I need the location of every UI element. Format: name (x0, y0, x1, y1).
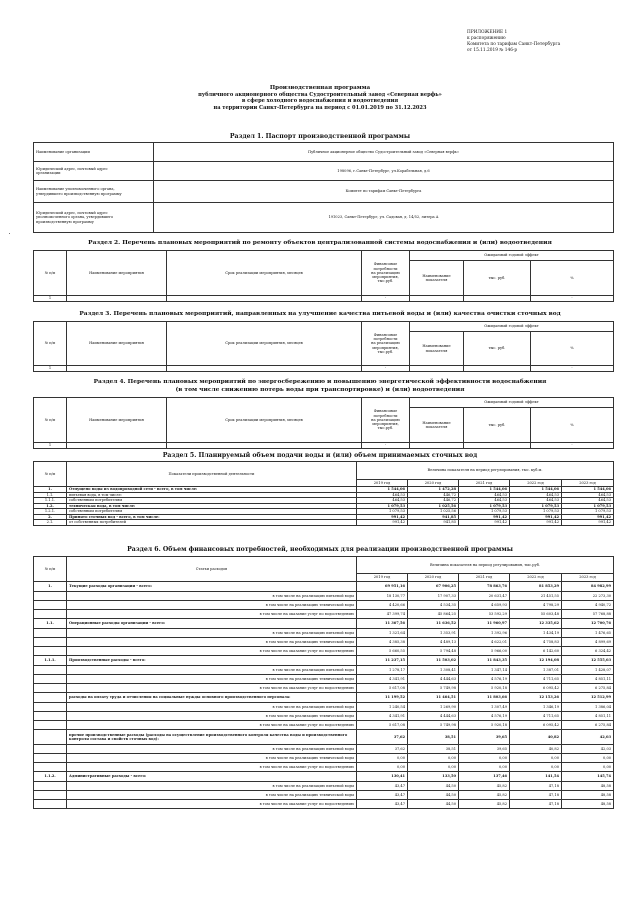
table-row: Наименование организации Публичное акционерное общество Судостроительный завод «Северная верфь» (34, 143, 614, 162)
value-cell: 1 544,06 (459, 487, 510, 493)
table-row: 1.1. Операционные расходы организации - всего: 11 367,56 11 636,52 11 960,97 12 335,62 12 700,76 (34, 619, 614, 629)
value-cell: 1 387,01 (510, 666, 562, 675)
value-cell: 464,53 (357, 498, 408, 504)
value-cell: 0,00 (562, 754, 614, 763)
value-cell: 130,41 (357, 772, 408, 782)
value-cell: 1 544,06 (510, 487, 562, 493)
value-cell: 4 385,38 (357, 638, 408, 647)
value-cell: 4 420,66 (357, 601, 408, 610)
value-cell: 991,42 (562, 514, 614, 520)
value-cell: 4 576,19 (459, 712, 510, 721)
value-cell: 40,82 (510, 730, 562, 745)
value-cell: 6 095,42 (510, 684, 562, 693)
value-cell: 1 544,06 (357, 487, 408, 493)
value-cell: 78 863,76 (459, 582, 510, 592)
value-cell: 39,65 (459, 730, 510, 745)
energy-measures-table: № п/п Наименование мероприятия Срок реализации мероприятия, месяцев Финансовые потребности на реализацию мероприятия, тыс.руб. Ожидаемый годовой эффект Наименование показателя тыс. руб. % 1 - - (33, 397, 614, 449)
table-row: в том числе на реализацию технической воды 43,47 44,50 45,82 47,18 48,58 (34, 791, 614, 800)
program-subtitle: публичного акционерного общества Судостроительный завод «Северная верфь» (198, 91, 442, 98)
table-row: 1. Текущие расходы организации - всего: 69 951,16 67 906,25 78 863,76 81 853,29 84 982,99 (34, 582, 614, 592)
value-cell: 4 711,65 (510, 675, 562, 684)
value-cell: 1 321,64 (357, 629, 408, 638)
value-cell: 6 142,60 (510, 647, 562, 656)
value-cell: 4 622,01 (459, 638, 510, 647)
value-cell: 0,00 (357, 754, 408, 763)
value-cell: 53 592,29 (459, 610, 510, 619)
value-cell: 43,47 (357, 791, 408, 800)
value-cell: 1 353,91 (408, 629, 459, 638)
value-cell: 1 386,04 (562, 703, 614, 712)
value-cell: 991,42 (459, 514, 510, 520)
value-cell: 991,42 (562, 520, 614, 526)
value-cell: 11 960,97 (459, 619, 510, 629)
value-cell: 941,85 (408, 520, 459, 526)
value-cell: 4 851,11 (562, 675, 614, 684)
table-row: в том числе на реализацию питьевой воды 1 240,54 1 269,90 1 307,49 1 346,19 1 386,04 (34, 703, 614, 712)
value-cell: 5 920,18 (459, 684, 510, 693)
section-2-title: Раздел 2. Перечень плановых мероприятий по ремонту объектов централизованной системы водоснабжения и (или) водоотведения (88, 239, 552, 246)
value-cell: 55 603,48 (510, 610, 562, 619)
value-cell: 22 273,30 (562, 592, 614, 601)
financing-table: № п/п Статьи расходов Величина показателя на период регулирования, тыс.руб. 2019 год 2020 год 2021 год 2022 год 2023 год 1. Текущие расходы организации - всего: 69 951,16 67 906,25 78 863,76 81 853,29 84 982,99 в том числе на реализацию питьевой воды 18 130,77 17 907,33 20 631,47 21 451,55 22 273,30 в том числе на реализацию технической воды 4 420,66 4 534,35 4 659,93 4 798,29 4 940,72 в том числе на оказание услуг по водоотведению 47 399,74 45 864,25 53 592,29 55 603,48 57 768,88 1.1. Операционные расходы организации - всего: 11 367,56 11 636,52 11 960,97 12 335,62 12 700,76 в том числе на реализацию питьевой воды 1 321,64 1 353,91 1 392,96 1 434,19 1 476,65 в том числе на реализацию технической воды 4 385,38 4 489,13 4 622,01 4 758,83 4 899,69 в том числе на оказание услуг по водоотведению 5 660,55 5 794,48 5 966,00 6 142,60 6 324,42 1.1.1. Производственные расходы - всего: 11 237,15 11 503,02 11 843,35 12 194,08 12 555,03 в том числе на реализацию питьевой воды 1 278,17 1 308,41 1 347,14 1 387,01 1 428,07 в том числе на реализацию технической воды 4 341,91 4 444,63 4 576,19 4 711,65 4 851,11 в том числе на оказание услуг по водоотведению 5 617,08 5 749,98 5 920,18 6 095,42 6 275,84 расходы на оплату труда и отчисления на социальные нужды основного производственного персонала: 11 199,52 11 464,51 11 803,66 12 153,26 12 512,99 в том числе на реализацию питьевой воды 1 240,54 1 269,90 1 307,49 1 346,19 1 386,04 в том числе на реализацию технической воды 4 341,91 4 444,63 4 576,19 4 711,65 4 851,11 в том числе на оказание услуг по водоотведению 5 617,08 5 749,98 5 920,18 6 095,42 6 275,84 прочие производственные расходы (расходы на осуществление производственного контроля качества воды и производственного контроля состава и свойств сточных вод): 37,62 38,51 39,65 40,82 42,03 в том числе на реализацию питьевой воды 37,62 38,51 39,65 40,82 42,03 в том числе на реализацию технической воды 0,00 0,00 0,00 0,00 0,00 в том числе на оказание услуг по водоотведению 0,00 0,00 0,00 0,00 0,00 1.1.2. Административные расходы - всего: 130,41 133,50 137,46 141,54 145,74 в том числе на реализацию питьевой воды 43,47 44,50 45,82 47,18 48,58 в том числе на реализацию технической воды 43,47 44,50 45,82 47,18 48,58 в том числе на оказание услуг по водоотведению 43,47 44,50 45,82 47,18 48,58 (33, 556, 614, 809)
table-row: в том числе на реализацию технической воды 4 420,66 4 534,35 4 659,93 4 798,29 4 940,72 (34, 601, 614, 610)
table-row: Юридический адрес, почтовый адрес уполномоченного органа, утвердившего производственную программу 191023, Санкт-Петербург, ул. Садовая, д. 14/52, литера А (34, 203, 614, 233)
value-cell: 18 130,77 (357, 592, 408, 601)
value-cell: 5 749,98 (408, 684, 459, 693)
table-row: в том числе на оказание услуг по водоотведению 5 617,08 5 749,98 5 920,18 6 095,42 6 275,84 (34, 684, 614, 693)
value-cell: 5 617,08 (357, 721, 408, 730)
value-cell: 45,82 (459, 791, 510, 800)
value-cell: 4 899,69 (562, 638, 614, 647)
value-cell: 0,00 (562, 763, 614, 772)
section-4-title: Раздел 4. Перечень плановых мероприятий по энергосбережению и повышению энергетической эффективности водоснабжения (в том числе снижению потерь воды при транспортировке) и (или) водоотведения (93, 378, 547, 393)
table-row: расходы на оплату труда и отчисления на социальные нужды основного производственного персонала: 11 199,52 11 464,51 11 803,66 12 153,26 12 512,99 (34, 693, 614, 703)
value-cell: 0,00 (408, 763, 459, 772)
value-cell: 4 711,65 (510, 712, 562, 721)
value-cell: 0,00 (510, 763, 562, 772)
table-row: в том числе на оказание услуг по водоотведению 0,00 0,00 0,00 0,00 0,00 (34, 763, 614, 772)
annex-line: к распоряжению (467, 36, 506, 42)
value-cell: 1 025,56 (408, 509, 459, 515)
value-cell: 464,53 (562, 498, 614, 504)
value-cell: 47 399,74 (357, 610, 408, 619)
value-cell: 12 512,99 (562, 693, 614, 703)
value-cell: 37,62 (357, 745, 408, 754)
value-cell: 4 940,72 (562, 601, 614, 610)
table-row: 1 - - (34, 366, 614, 372)
value-cell: 11 803,66 (459, 693, 510, 703)
value-cell: 84 982,99 (562, 582, 614, 592)
value-cell: 45,82 (459, 800, 510, 809)
value-cell: 991,42 (510, 520, 562, 526)
table-row: в том числе на оказание услуг по водоотведению 43,47 44,50 45,82 47,18 48,58 (34, 800, 614, 809)
value-cell: 991,42 (510, 514, 562, 520)
table-row: 1.1.1. собственным потребителям 464,53 446,72 464,53 464,53 464,53 (34, 498, 614, 504)
value-cell: 137,46 (459, 772, 510, 782)
value-cell: 47,18 (510, 800, 562, 809)
table-row: в том числе на оказание услуг по водоотведению 5 660,55 5 794,48 5 966,00 6 142,60 6 324,42 (34, 647, 614, 656)
value-cell: 0,00 (357, 763, 408, 772)
table-row: в том числе на реализацию питьевой воды 1 278,17 1 308,41 1 347,14 1 387,01 1 428,07 (34, 666, 614, 675)
value-cell: 0,00 (408, 754, 459, 763)
value-cell: 991,42 (357, 514, 408, 520)
passport-table (33, 142, 614, 233)
value-cell: 11 367,56 (357, 619, 408, 629)
value-cell: 0,00 (459, 763, 510, 772)
table-row: 1.1.2. Административные расходы - всего: 130,41 133,50 137,46 141,54 145,74 (34, 772, 614, 782)
table-row: в том числе на реализацию питьевой воды 18 130,77 17 907,33 20 631,47 21 451,55 22 273,30 (34, 592, 614, 601)
value-cell: 11 636,52 (408, 619, 459, 629)
value-cell: 4 534,35 (408, 601, 459, 610)
value-cell: 20 631,47 (459, 592, 510, 601)
value-cell: 464,53 (510, 498, 562, 504)
value-cell: 5 920,18 (459, 721, 510, 730)
table-row: 1 - - (34, 296, 614, 302)
value-cell: 12 700,76 (562, 619, 614, 629)
value-cell: 39,65 (459, 745, 510, 754)
value-cell: 38,51 (408, 745, 459, 754)
value-cell: 38,51 (408, 730, 459, 745)
value-cell: 1 428,07 (562, 666, 614, 675)
table-row: Наименование уполномоченного органа, утвердившего производственную программу Комитет по тарифам Санкт-Петербурга (34, 181, 614, 203)
value-cell: 145,74 (562, 772, 614, 782)
section-5-title: Раздел 5. Планируемый объем подачи воды и (или) объем принимаемых сточных вод (162, 452, 478, 459)
table-row: в том числе на реализацию питьевой воды 43,47 44,50 45,82 47,18 48,58 (34, 782, 614, 791)
program-heading (120, 85, 520, 111)
value-cell: 941,85 (408, 514, 459, 520)
value-cell: 446,72 (408, 498, 459, 504)
table-row: Юридический адрес, почтовый адрес организации 198096, г.Санкт-Петербург, ул.Корабельная, д.6 (34, 162, 614, 181)
value-cell: 11 843,35 (459, 656, 510, 666)
table-row: в том числе на оказание услуг по водоотведению 47 399,74 45 864,25 53 592,29 55 603,48 57 768,88 (34, 610, 614, 619)
table-row: в том числе на реализацию технической воды 4 385,38 4 489,13 4 622,01 4 758,83 4 899,69 (34, 638, 614, 647)
value-cell: 1 079,53 (510, 509, 562, 515)
value-cell: 464,53 (510, 492, 562, 498)
value-cell: 40,82 (510, 745, 562, 754)
value-cell: 21 451,55 (510, 592, 562, 601)
value-cell: 5 749,98 (408, 721, 459, 730)
table-row: 1.1. питьевая вода, в том числе: 464,53 446,72 464,53 464,53 464,53 (34, 492, 614, 498)
value-cell: 4 659,93 (459, 601, 510, 610)
value-cell: 5 966,00 (459, 647, 510, 656)
value-cell: 991,42 (459, 520, 510, 526)
value-cell: 44,50 (408, 800, 459, 809)
value-cell: 6 095,42 (510, 721, 562, 730)
value-cell: 12 194,08 (510, 656, 562, 666)
value-cell: 1 079,53 (357, 509, 408, 515)
value-cell: 141,54 (510, 772, 562, 782)
value-cell: 133,50 (408, 772, 459, 782)
value-cell: 0,00 (459, 754, 510, 763)
value-cell: 1 476,65 (562, 629, 614, 638)
value-cell: 1 269,90 (408, 703, 459, 712)
table-row: в том числе на реализацию технической воды 4 341,91 4 444,63 4 576,19 4 711,65 4 851,11 (34, 675, 614, 684)
value-cell: 1 434,19 (510, 629, 562, 638)
table-row: в том числе на реализацию технической воды 0,00 0,00 0,00 0,00 0,00 (34, 754, 614, 763)
volumes-table: № п/п Показатели производственной деятельности Величина показателя на период регулирования, тыс. куб.м. 2019 год 2020 год 2021 год 2022 год 2023 год 1. Отпущено воды из водопроводной сети - всего, в том числе: 1 544,06 1 472,28 1 544,06 1 544,06 1 544,06 1.1. питьевая вода, в том числе: 464,53 446,72 464,53 464,53 464,53 1.1.1. собственным потребителям 464,53 446,72 464,53 464,53 464,53 1.2. техническая вода, в том числе: 1 079,53 1 025,56 1 079,53 1 079,53 1 079,53 1.2.1. собственным потребителям 1 079,53 1 025,56 1 079,53 1 079,53 1 079,53 2. Принято сточных вод - всего, в том числе: 991,42 941,85 991,42 991,42 991,42 2.1. от собственных потребителей 991,42 941,85 991,42 991,42 991,42 (33, 461, 614, 526)
table-row: в том числе на реализацию технической воды 4 341,91 4 444,63 4 576,19 4 711,65 4 851,11 (34, 712, 614, 721)
value-cell: 1 346,19 (510, 703, 562, 712)
value-cell: 45 864,25 (408, 610, 459, 619)
value-cell: 43,47 (357, 782, 408, 791)
value-cell: 44,50 (408, 791, 459, 800)
value-cell: 0,00 (510, 754, 562, 763)
value-cell: 1 079,53 (562, 509, 614, 515)
value-cell: 4 758,83 (510, 638, 562, 647)
table-row: в том числе на реализацию питьевой воды 37,62 38,51 39,65 40,82 42,03 (34, 745, 614, 754)
table-row: 1 - - (34, 443, 614, 449)
value-cell: 48,58 (562, 782, 614, 791)
value-cell: 47,18 (510, 791, 562, 800)
section-6-title: Раздел 6. Объем финансовых потребностей, необходимых для реализации производственной программы (127, 546, 513, 553)
value-cell: 44,50 (408, 782, 459, 791)
value-cell: 1 079,53 (459, 503, 510, 509)
quality-measures-table: № п/п Наименование мероприятия Срок реализации мероприятия, месяцев Финансовые потребности на реализацию мероприятия, тыс.руб. Ожидаемый годовой эффект Наименование показателя тыс. руб. % 1 - - (33, 321, 614, 372)
value-cell: 12 153,26 (510, 693, 562, 703)
value-cell: 57 768,88 (562, 610, 614, 619)
section-1-title: Раздел 1. Паспорт производственной программы (229, 133, 411, 140)
table-row: 2. Принято сточных вод - всего, в том числе: 991,42 941,85 991,42 991,42 991,42 (34, 514, 614, 520)
value-cell: 67 906,25 (408, 582, 459, 592)
table-row: прочие производственные расходы (расходы на осуществление производственного контроля качества воды и производственного контроля состава и свойств сточных вод): 37,62 38,51 39,65 40,82 42,03 (34, 730, 614, 745)
value-cell: 4 489,13 (408, 638, 459, 647)
value-cell: 4 341,91 (357, 675, 408, 684)
program-title: Производственная программа (269, 85, 371, 91)
value-cell: 4 576,19 (459, 675, 510, 684)
table-row: 1.1.1. Производственные расходы - всего: 11 237,15 11 503,02 11 843,35 12 194,08 12 555,03 (34, 656, 614, 666)
value-cell: 464,53 (357, 492, 408, 498)
value-cell: 69 951,16 (357, 582, 408, 592)
value-cell: 11 237,15 (357, 656, 408, 666)
value-cell: 4 851,11 (562, 712, 614, 721)
value-cell: 1 472,28 (408, 487, 459, 493)
value-cell: 81 853,29 (510, 582, 562, 592)
value-cell: 1 025,56 (408, 503, 459, 509)
value-cell: 48,58 (562, 800, 614, 809)
value-cell: 1 544,06 (562, 487, 614, 493)
value-cell: 5 794,48 (408, 647, 459, 656)
value-cell: 12 555,03 (562, 656, 614, 666)
value-cell: 464,53 (562, 492, 614, 498)
program-subtitle: в сфере холодного водоснабжения и водоотведения (241, 98, 399, 105)
value-cell: 12 335,62 (510, 619, 562, 629)
value-cell: 6 324,42 (562, 647, 614, 656)
value-cell: 42,03 (562, 745, 614, 754)
table-row: 1. Отпущено воды из водопроводной сети - всего, в том числе: 1 544,06 1 472,28 1 544,06 1 544,06 1 544,06 (34, 487, 614, 493)
value-cell: 4 341,91 (357, 712, 408, 721)
value-cell: 5 617,08 (357, 684, 408, 693)
table-row: 1.2.1. собственным потребителям 1 079,53 1 025,56 1 079,53 1 079,53 1 079,53 (34, 509, 614, 515)
value-cell: 464,53 (459, 498, 510, 504)
value-cell: 5 660,55 (357, 647, 408, 656)
value-cell: 1 079,53 (357, 503, 408, 509)
annex-line: от 15.11.2019 № 146-р (467, 48, 518, 54)
annex-line: Комитета по тарифам Санкт-Петербурга (467, 42, 561, 48)
value-cell: 43,47 (357, 800, 408, 809)
value-cell: 4 798,29 (510, 601, 562, 610)
program-period: на территории Санкт-Петербурга на период с 01.01.2019 по 31.12.2023 (213, 104, 427, 111)
value-cell: 11 199,52 (357, 693, 408, 703)
value-cell: 1 392,96 (459, 629, 510, 638)
value-cell: 1 079,53 (459, 509, 510, 515)
value-cell: 1 308,41 (408, 666, 459, 675)
value-cell: 1 079,53 (510, 503, 562, 509)
value-cell: 464,53 (459, 492, 510, 498)
section-3-title: Раздел 3. Перечень плановых мероприятий, направленных на улучшение качества питьевой воды и (или) качества очистки сточных вод (79, 310, 561, 317)
value-cell: 45,82 (459, 782, 510, 791)
value-cell: 11 503,02 (408, 656, 459, 666)
value-cell: 47,18 (510, 782, 562, 791)
value-cell: 4 444,63 (408, 712, 459, 721)
table-row: 1.2. техническая вода, в том числе: 1 079,53 1 025,56 1 079,53 1 079,53 1 079,53 (34, 503, 614, 509)
value-cell: 446,72 (408, 492, 459, 498)
scan-speck (9, 233, 10, 234)
value-cell: 4 444,63 (408, 675, 459, 684)
value-cell: 48,58 (562, 791, 614, 800)
value-cell: 1 347,14 (459, 666, 510, 675)
value-cell: 991,42 (357, 520, 408, 526)
value-cell: 1 278,17 (357, 666, 408, 675)
value-cell: 6 275,84 (562, 684, 614, 693)
value-cell: 11 464,51 (408, 693, 459, 703)
value-cell: 42,03 (562, 730, 614, 745)
value-cell: 6 275,84 (562, 721, 614, 730)
table-row: в том числе на реализацию питьевой воды 1 321,64 1 353,91 1 392,96 1 434,19 1 476,65 (34, 629, 614, 638)
value-cell: 1 307,49 (459, 703, 510, 712)
table-row: 2.1. от собственных потребителей 991,42 941,85 991,42 991,42 991,42 (34, 520, 614, 526)
repair-measures-table: № п/п Наименование мероприятия Срок реализации мероприятия, месяцев Финансовые потребности на реализацию мероприятия, тыс.руб. Ожидаемый годовой эффект Наименование показателя тыс. руб. % 1 - - (33, 250, 614, 302)
annex-note (467, 30, 560, 54)
annex-title: ПРИЛОЖЕНИЕ 1 (467, 30, 508, 35)
value-cell: 1 240,54 (357, 703, 408, 712)
table-row: в том числе на оказание услуг по водоотведению 5 617,08 5 749,98 5 920,18 6 095,42 6 275,84 (34, 721, 614, 730)
value-cell: 1 079,53 (562, 503, 614, 509)
value-cell: 37,62 (357, 730, 408, 745)
value-cell: 17 907,33 (408, 592, 459, 601)
